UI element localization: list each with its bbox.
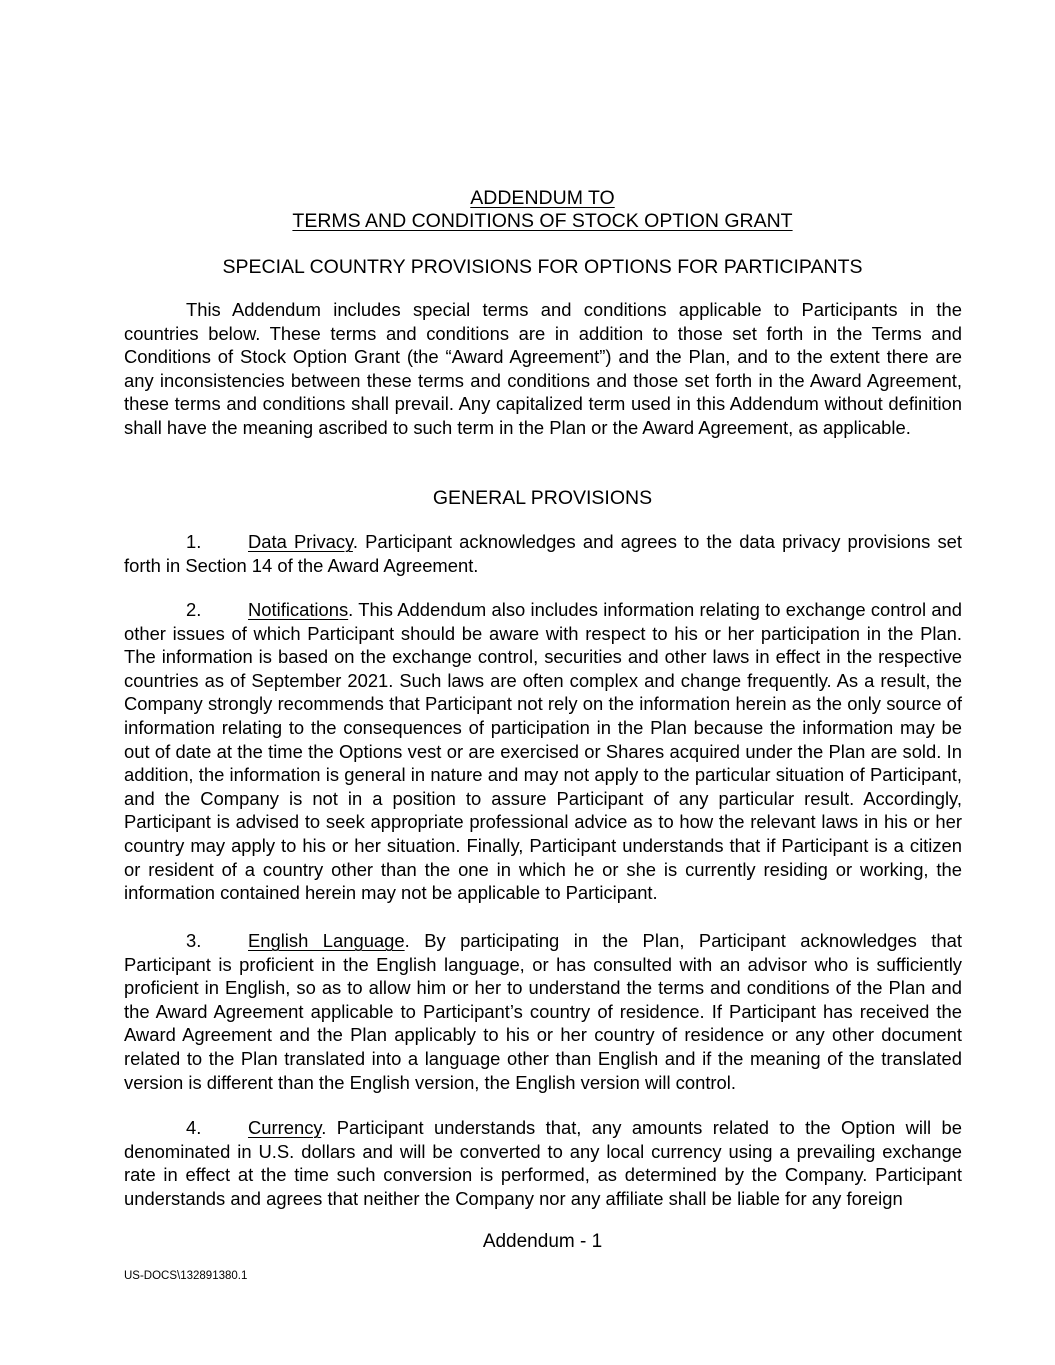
section-title: Currency (248, 1117, 322, 1138)
section-title-punctuation: . (404, 930, 425, 951)
section-text: By participating in the Plan, Participant acknowledges that Participant is proficient in the English language, or has consulted with an advisor who is sufficiently proficient in English, so as to allow him or her to understand the terms and conditions of the Plan and the Award Agreement applicable to Participant’s country of residence. If Participant has received the Award Agreement and the Plan applicably to his or her country of residence or any other document related to the Plan translated into a language other than English and if the meaning of the translated version is different than the English version, the English version will control. (124, 930, 962, 1093)
section-notifications (124, 598, 962, 905)
section-title: Data Privacy (248, 531, 353, 552)
special-provisions-heading: SPECIAL COUNTRY PROVISIONS FOR OPTIONS FOR PARTICIPANTS (222, 256, 863, 278)
section-number: 2. (186, 599, 202, 620)
section-number: 3. (186, 930, 202, 951)
document-title-line-2: TERMS AND CONDITIONS OF STOCK OPTION GRANT (292, 210, 793, 232)
section-title-punctuation: . (348, 599, 359, 620)
section-title: English Language (248, 930, 405, 951)
intro-paragraph: This Addendum includes special terms and conditions applicable to Participants in the countries below. These terms and conditions are in addition to those set forth in the Terms and Conditions of Stock Option Grant (the “Award Agreement”) and the Plan, and to the extent there are any inconsistencies between these terms and conditions and those set forth in the Award Agreement, these terms and conditions shall prevail. Any capitalized term used in this Addendum without definition shall have the meaning ascribed to such term in the Plan or the Award Agreement, as applicable. (124, 299, 962, 438)
section-number: 4. (186, 1117, 202, 1138)
document-title-line-1: ADDENDUM TO (470, 187, 615, 209)
section-text: Participant understands that, any amounts related to the Option will be denominated in U.S. dollars and will be converted to any local currency using a prevailing exchange rate in effect at the time such conversion is performed, as determined by the Company. Participant understands and agrees that neither the Company nor any affiliate shall be liable for any foreign (124, 1117, 962, 1209)
general-provisions-heading: GENERAL PROVISIONS (432, 487, 653, 509)
section-title-punctuation: . (321, 1117, 337, 1138)
section-title: Notifications (248, 599, 349, 620)
section-number: 1. (186, 531, 202, 552)
section-currency (124, 1116, 962, 1212)
page-number-footer: Addendum - 1 (482, 1231, 603, 1252)
section-text: This Addendum also includes information relating to exchange control and other issues of which Participant should be aware with respect to his or her participation in the Plan. The information is based on the exchange control, securities and other laws in effect in the respective countries as of September 2021. Such laws are often complex and change frequently. As a result, the Company strongly recommends that Participant not rely on the information herein as the only source of information relating to the consequences of participation in the Plan because the information may be out of date at the time the Options vest or are exercised or Shares acquired under the Plan are sold. In addition, the information is general in nature and may not apply to the particular situation of Participant, and the Company is not in a position to assure Participant of any particular result. Accordingly, Participant is advised to seek appropriate professional advice as to how the relevant laws in his or her country may apply to his or her situation. Finally, Participant understands that if Participant is a citizen or resident of a country other than the one in which he or she is currently residing or working, the information contained herein may not be applicable to Participant. (124, 599, 963, 904)
section-title-punctuation: . (352, 531, 366, 552)
document-id: US-DOCS\132891380.1 (124, 1270, 248, 1282)
section-text: Participant acknowledges and agrees to the data privacy provisions set forth in Section 14 of the Award Agreement. (124, 531, 962, 576)
section-data-privacy (124, 530, 962, 577)
section-english-language (124, 929, 962, 1094)
